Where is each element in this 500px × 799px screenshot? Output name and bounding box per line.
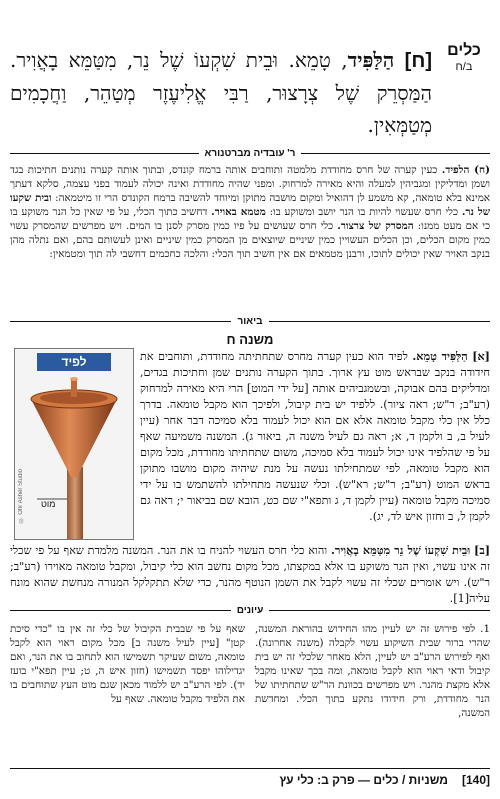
commentary-text: דחשיב כתוך הכלי, על פי שאין כל הנר משוקע בו כי אם מעט ממנו: — [10, 206, 491, 232]
commentary-heading — [10, 146, 490, 160]
divider — [269, 321, 490, 322]
explanation-text: והוא כלי חרס העשוי להניח בו את הנר. המשנה מלמדת שאף על פי שכלי זה אינו עשוי, ואין הנר משוקע בו אלא במקצתו, מכל מקום נחשב הוא כלי קיבול, ומקבל טומאה מאוירו (רע"ב; ר"ש). ויש אומרים שכלי זה עשוי לקבל את השמן הנוטף מהנר, כדי שלא תתקלקל המנורה מנחשת שהוא מונח עליה[1]. — [10, 544, 490, 605]
mishna-number: [ח] — [404, 50, 432, 72]
notes-column-left: שאף על פי שבבית הקיבול של כלי זה אין בו "כדי סיכת קטן" [עיין לעיל משנה ב] מכל מקום ראוי הוא לקבל טומאה, משום שעיקר תשמישו הוא לתחוב בו את הנר, ואם יגדילוהו יפסד תשמישו (חזון איש ה, ט; עיין תפא"י בועז יד). לפי הרע"ב יש ללמוד מכאן שגם מוט העץ שתוחבים בו את הלפיד מקבל טומאה. שאף על — [10, 623, 245, 705]
notes-columns — [10, 622, 490, 754]
commentary-text: כעין קערה של חרס מחודדת מלמטה ותוחבים אותה ברמח קונדס, ובתוך אותה קערה נותנים חתיכות בגד ושמן ומדליקין ומגביהין למעלה והיא מאירה למרחוק. ומפני שהיה מחודדת ואינה יכולה לעמוד בפני עצמה, סלקא דעתך אמינא בלא טומאה, קא משמע לן דהואיל ומקום מושבה מתוקן ומיוחד להשיבה ברמח הקונדס הרי זו מיטמאה: — [10, 164, 490, 204]
figure-caption: לפיד — [37, 353, 111, 371]
explanation-heading — [10, 314, 490, 328]
commentary-lemma: מטמא באויר. — [211, 206, 266, 218]
divider — [269, 610, 490, 611]
divider — [10, 321, 231, 322]
explanation-lemma: הַלַּפִּיד טָמֵא. — [412, 349, 468, 363]
explanation-lemma: וּבֵית שִׁקְעוֹ שֶׁל נֵר מִטַּמֵּא בָאֲוִיר. — [330, 543, 471, 557]
explanation-text: לפיד הוא כעין קערה מחרס שתחתיתה מחודדת, ותוחבים את חידודה בנקב שבראש מוט עץ ארוך. בתוך הקערה נותנים שמן וחתיכות בגדים, ומדליקים בהם אבוקה, ובשמגביהים אותה [על ידי המוט] הרי היא מאירה למרחוק (רע"ב; ר"ש; ראה ציור). ללפיד יש בית קיבול, ולפיכך הוא מקבל טומאה. בדרך כלל אין כלי מקבל טומאה אלא אם הוא יכול לעמוד בלא סמיכה דבר אחר (עיין לעיל ב, ב ולקמן ד, א; ראה גם לעיל משנה ה, ביאור ג). המשנה משמיעה שאף על פי שהלפיד אינו יכול לעמוד בלא סמיכה, משום שתחתיתו מחודדת, מכל מקום הוא מקבל טומאה, לפי שמתחילתו נעשה על מנת שיהיה מקום מושבו מתוקן בראש המוט (רע"ב; ר"ש; רא"ש). וכלי שנעשה מתחילתו להשתמש בו על ידי סמיכה מקבל טומאה (עיין לקמן ד, ג ותפא"י שם כט, הובא שם בביאור י; ראה גם לקמן ל, ב וחזון איש לד, יג). — [140, 350, 490, 523]
commentary-text: והלכה כחכמים דחשבי לה תוך ומטמאין: — [49, 248, 209, 260]
mishna-body: , טָמֵא. וּבֵית שִׁקְעוֹ שֶׁל נֵר, מִטַּמֵּא בָאֲוִיר. הַמַּסְרֵק שֶׁל צְרָצוּר, רַבִּי אֱלִיעֶזֶר מְטַהֵר, וַחֲכָמִים מְטַמְּאִין. — [10, 48, 432, 137]
running-head: משניות / כלים — פרק ב: כלי עץ — [279, 773, 448, 787]
figure-pointer-label: מוט — [41, 499, 56, 509]
explanation-paragraph-2 — [10, 542, 491, 605]
explanation-paragraph-1 — [140, 348, 490, 540]
divider — [301, 153, 490, 154]
explanation-number: [א] — [472, 349, 490, 363]
commentary-text: כלי חרס שעושים על פיו כמין מסרק לסנן בו המים. ויש מפרשים שהמסרק עשוי כמין מקום הכלים, וכן הכלים העשויין כמין שיניים שיוצאים מן המסרק כמין שיניים ואינן לעשותם בהם, ואם נתלה מהן בנקב האויר שאין יכולים לתוכו, ורבנן מטמאים אם אין חשיב תוך הכלי: — [10, 220, 490, 260]
page-footer — [10, 768, 490, 791]
explanation-heading-label: ביאור — [237, 315, 263, 327]
mishna-text — [10, 44, 432, 142]
commentary-lemma: המסרק של צרצור. — [337, 220, 414, 232]
commentary-lemma: ובית שקעו של נר. — [10, 192, 491, 218]
figure-credit: © Ohr Asher Studio — [18, 469, 24, 523]
torch-icon — [15, 349, 133, 539]
commentary-text: כלי חרס שעשוי להיות בו הנר יושב ומשוקע בו: — [269, 206, 459, 218]
chapter-ref: ב/ח — [455, 61, 473, 73]
divider — [10, 610, 231, 611]
mishna-subtitle: משנה ח — [226, 332, 274, 347]
notes-column-right: 1. לפי פירוש זה יש לעיין מהו החידוש בהוראת המשנה, שהרי ברור שבית השיקוע עשוי לקבלה (משנה אחרונה). ואף לפירוש הרע"ב יש לעיין, הלא מאחר שלכלי זה יש בית קיבול ודאי ראוי הוא לקבל טומאה, ומה בכך שאינו מקבל אלא מקצת מהנר. ויש מפרשים בכוונת הר"ש שתחתיתו של הנר מחודדת, ורק חידודו נתקע בתוך הכלי. ומחדשת המשנה, — [255, 623, 490, 719]
mishna-lemma: הַלַּפִּיד — [347, 48, 395, 72]
page-number: [140] — [461, 773, 490, 787]
torch-illustration — [14, 348, 134, 540]
notes-heading — [10, 603, 490, 617]
tractate-name: כלים — [447, 42, 481, 59]
tractate-marker — [438, 42, 490, 74]
commentary-heading-label: ר' עובדיה מברטנורא — [204, 147, 296, 159]
notes-heading-label: עיונים — [236, 604, 264, 616]
bartenura-commentary — [10, 163, 490, 311]
divider — [10, 153, 199, 154]
commentary-lemma: (ח) הלפיד. — [441, 164, 490, 176]
explanation-number: [ב] — [474, 543, 491, 557]
